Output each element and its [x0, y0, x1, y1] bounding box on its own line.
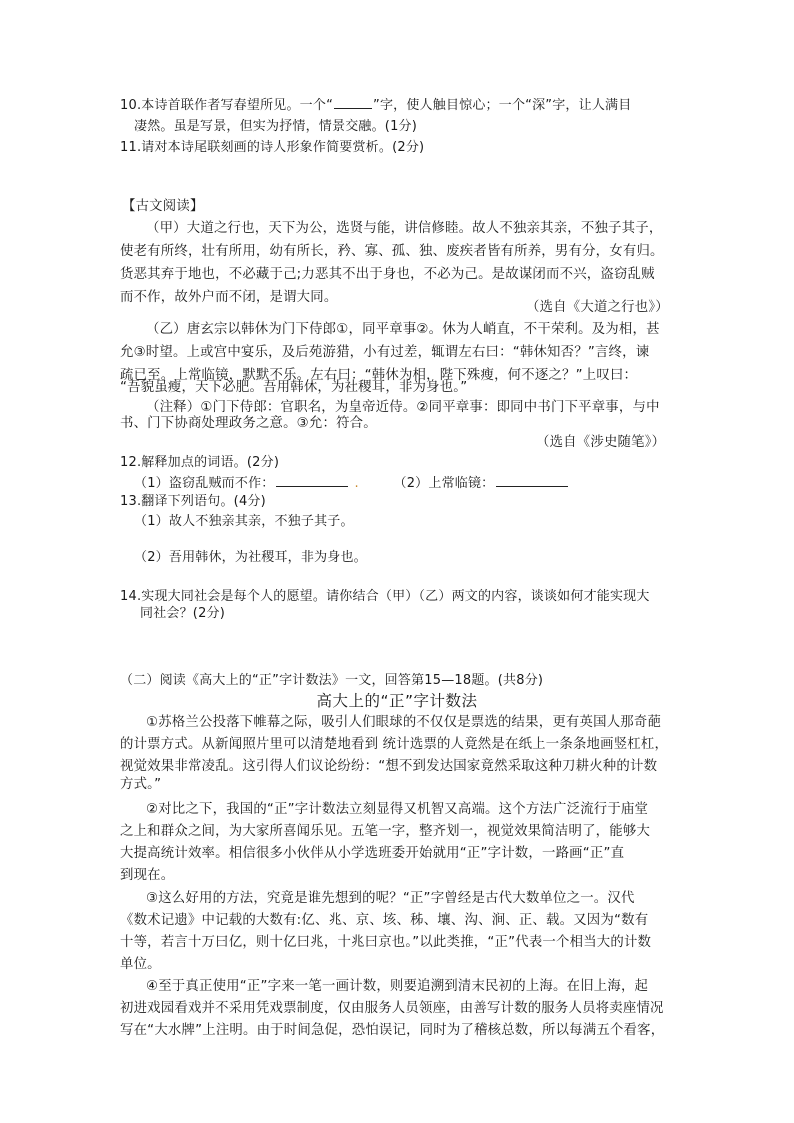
answer-blank[interactable] — [334, 96, 372, 109]
passage-jia-line: 而不作，故外户而不闭，是谓大同。 — [120, 290, 338, 305]
passage-jia-source: （选自《大道之行也》） — [526, 300, 669, 315]
question-14-line2: 同社会？(2分) — [140, 606, 226, 621]
article-line: 到现在。 — [120, 868, 175, 883]
article-line: 写在“大水牌”上注明。由于时间急促，恐怕误记，同时为了稽核总数，所以每满五个看客， — [120, 1023, 665, 1038]
article-title: 高大上的“正”字计数法 — [316, 692, 478, 710]
article-line: 初进戏园看戏并不采用凭戏票制度，仅由服务人员领座，由善写计数的服务人员将卖座情况 — [120, 1001, 664, 1016]
article-line: 十等，若言十万曰亿，则十亿曰兆，十兆曰京也。”以此类推，“正”代表一个相当大的计数 — [120, 935, 652, 950]
answer-blank[interactable] — [276, 474, 348, 487]
question-13-item1: （1）故人不独亲其亲，不独子其子。 — [134, 514, 354, 529]
article-line: 方式。” — [120, 777, 162, 792]
article-line: 视觉效果非常凌乱。这引得人们议论纷纷：“想不到发达国家竟然采取这种刀耕火种的计数 — [120, 759, 658, 774]
passage-jia-line: 使老有所终，壮有所用，幼有所长，矜、寡、孤、独、废疾者皆有所养，男有分，女有归。 — [120, 244, 664, 259]
question-10-line2: 凄然。虽是写景，但实为抒情，情景交融。(1分) — [134, 119, 418, 134]
article-line: 单位。 — [120, 957, 161, 972]
passage-yi-line: 疏已至。上常临镜，默默不乐。左右曰：“韩休为相，陛下殊瘦，何不逐之？”上叹曰： — [120, 368, 638, 383]
section-2-intro: （二）阅读《高大上的“正”字计数法》一文，回答第15—18题。(共8分) — [120, 673, 544, 688]
passage-jia-line: （甲）大道之行也，天下为公，选贤与能，讲信修睦。故人不独亲其亲，不独子其子， — [146, 221, 663, 236]
article-line: ③这么好用的方法，究竟是谁先想到的呢？“正”字曾经是古代大数单位之一。汉代 — [146, 891, 635, 906]
passage-yi-source: （选自《涉史随笔》） — [536, 435, 666, 450]
question-13-title: 13.翻译下列语句。(4分) — [120, 494, 266, 509]
question-14-line1: 14.实现大同社会是每个人的愿望。请你结合（甲）（乙）两文的内容，谈谈如何才能实现大 — [120, 589, 650, 604]
passage-yi-line: 允③时望。上或宫中宴乐，及后苑游猎，小有过差，辄谓左右曰：“韩休知否？”言终，谏 — [120, 345, 650, 360]
question-12-items: （1）盗窃乱贼而不作： . （2）上常临镜： — [134, 474, 568, 494]
annotation-line: （注释）①门下侍郎：官职名，为皇帝近侍。②同平章事：即同中书门下平章事，与中 — [146, 400, 660, 415]
article-line: 之上和群众之间，为大家所喜闻乐见。五笔一字，整齐划一，视觉效果简洁明了，能够大 — [120, 824, 651, 839]
article-line: ④至于真正使用“正”字来一笔一画计数，则要追溯到清末民初的上海。在旧上海，起 — [146, 979, 649, 994]
annotation-line: 书、门下协商处理政务之意。③允：符合。 — [120, 416, 377, 431]
article-line: 的计票方式。从新闻照片里可以清楚地看到 统计选票的人竟然是在纸上一条条地画竖杠杠， — [120, 737, 669, 752]
passage-yi-line: （乙）唐玄宗以韩休为门下侍郎①，同平章事②。休为人峭直，不干荣利。及为相，甚 — [146, 322, 660, 337]
article-line: 《数术记遗》中记载的大数有:亿、兆、京、垓、秭、壤、沟、涧、正、载。又因为“数有 — [120, 913, 649, 928]
section-heading-guwen: 【古文阅读】 — [122, 199, 204, 214]
answer-blank[interactable] — [496, 474, 568, 487]
passage-yi-line: “吾貌虽瘦，天下必肥。吾用韩休，为社稷耳，非为身也。” — [120, 380, 468, 395]
question-10-line1: 10.本诗首联作者写春望所见。一个“ ”字，使人触目惊心；一个“深”字，让人满目 — [120, 98, 632, 113]
passage-jia-line: 货恶其弃于地也，不必藏于己;力恶其不出于身也，不必为己。是故谋闭而不兴，盗窃乱贼 — [120, 267, 655, 282]
question-12-title: 12.解释加点的词语。(2分) — [120, 455, 280, 470]
article-line: 大提高统计效率。相信很多小伙伴从小学选班委开始就用“正”字计数，一路画“正”直 — [120, 846, 625, 861]
article-line: ①苏格兰公投落下帷幕之际，吸引人们眼球的不仅仅是票选的结果，更有英国人那奇葩 — [146, 715, 662, 730]
question-13-item2: （2）吾用韩休，为社稷耳，非为身也。 — [134, 550, 367, 565]
article-line: ②对比之下，我国的“正”字计数法立刻显得又机智又高端。这个方法广泛流行于庙堂 — [146, 802, 649, 817]
question-11: 11.请对本诗尾联刻画的诗人形象作简要赏析。(2分) — [120, 140, 425, 155]
